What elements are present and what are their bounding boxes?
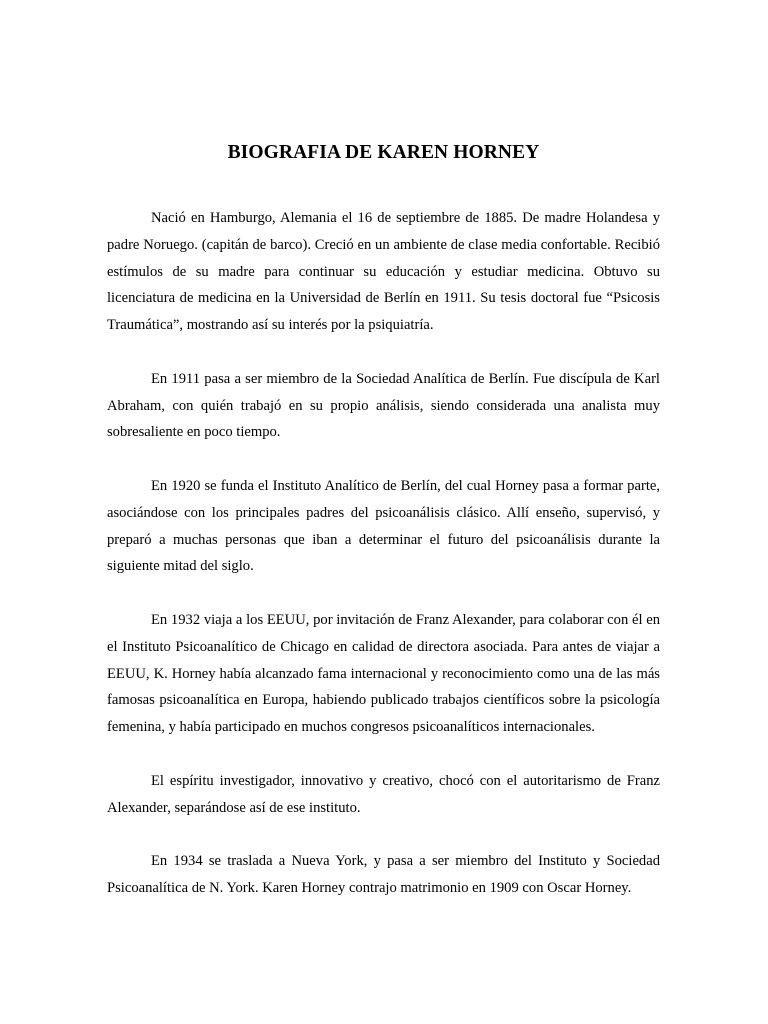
paragraph-espiritu-investigador: El espíritu investigador, innovativo y creativo, chocó con el autoritarismo de Franz Alexander, separándose así de ese instituto. — [107, 772, 660, 816]
document-page — [107, 0, 660, 902]
paragraph-instituto-berlin: En 1920 se funda el Instituto Analítico de Berlín, del cual Horney pasa a formar parte, asociándose con los principales padres del psicoanálisis clásico. Allí enseño, supervisó, y preparó a muchas personas que iban a determinar el futuro del psicoanálisis durante la siguiente mitad del siglo. — [107, 477, 660, 575]
paragraph-nueva-york: En 1934 se traslada a Nueva York, y pasa a ser miembro del Instituto y Sociedad Psicoanalítica de N. York. Karen Horney contrajo matrimonio en 1909 con Oscar Horney. — [107, 853, 660, 896]
document-title: BIOGRAFIA DE KAREN HORNEY — [227, 142, 540, 163]
paragraph-birth: Nació en Hamburgo, Alemania el 16 de septiembre de 1885. De madre Holandesa y padre Noruego. (capitán de barco). Creció en un ambiente de clase media confortable. Recibió estímulos de su madre para continuar su educación y estudiar medicina. Obtuvo su licenciatura de medicina en la Universidad de Berlín en 1911. Su tesis doctoral fue “Psicosis Traumática”, mostrando así su interés por la psiquiatría. — [107, 210, 660, 334]
paragraph-viaje-eeuu: En 1932 viaja a los EEUU, por invitación de Franz Alexander, para colaborar con él en el Instituto Psicoanalítico de Chicago en calidad de directora asociada. Para antes de viajar a EEUU, K. Horney había alcanzado fama internacional y reconocimiento como una de las más famosas psicoanalítica en Europa, habiendo publicado trabajos científicos sobre la psicología femenina, y había participado en muchos congresos psicoanalíticos internacionales. — [107, 611, 660, 736]
paragraph-sociedad-analitica: En 1911 pasa a ser miembro de la Sociedad Analítica de Berlín. Fue discípula de Karl Abraham, con quién trabajó en su propio análisis, siendo considerada una analista muy sobresaliente en poco tiempo. — [107, 370, 660, 441]
